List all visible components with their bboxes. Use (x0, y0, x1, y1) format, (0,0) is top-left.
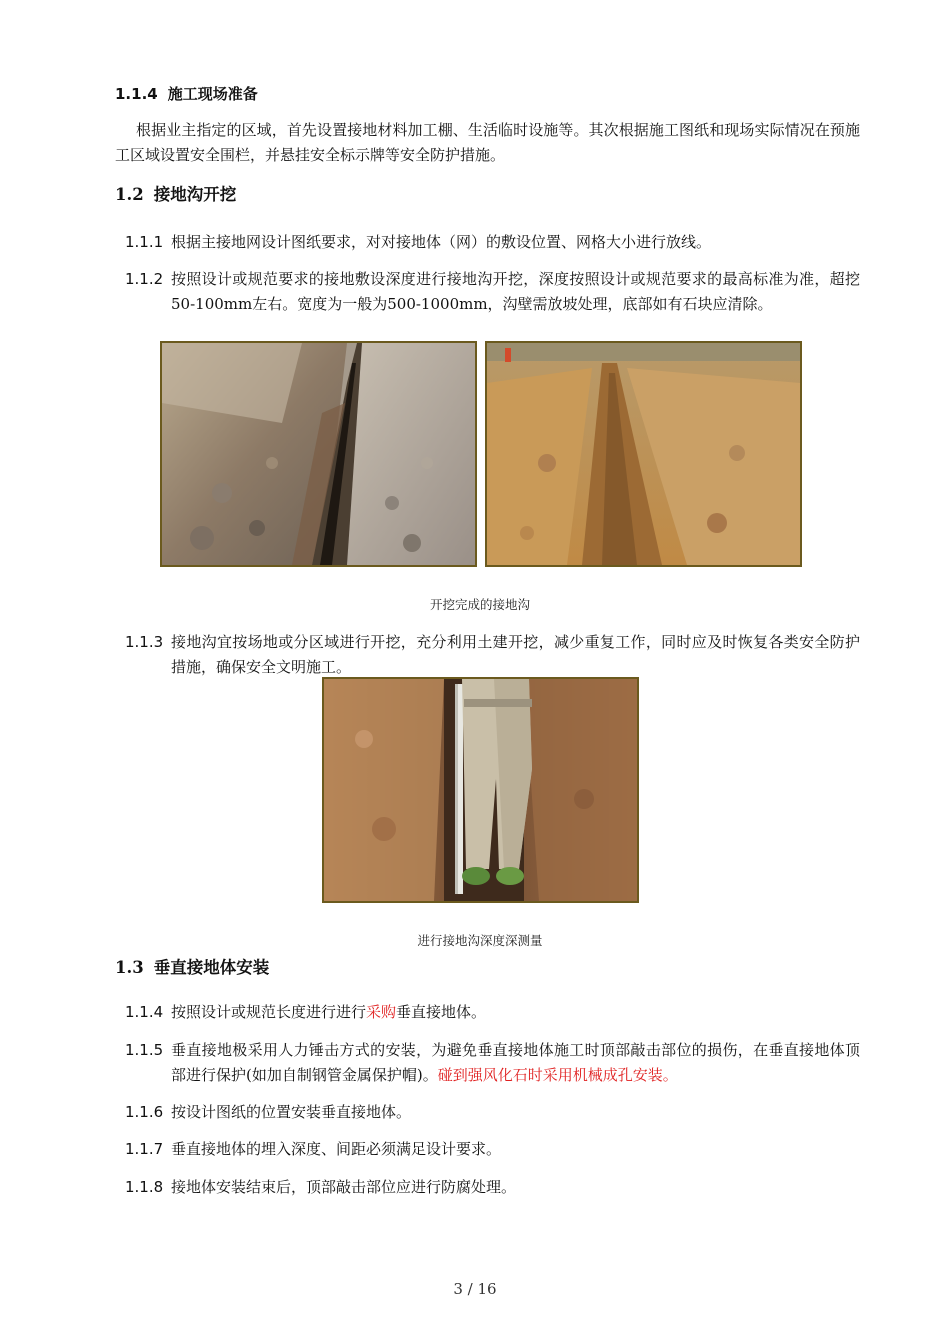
figure-caption: 进行接地沟深度深测量 (417, 933, 543, 948)
item-number: 1.1.2 (125, 270, 164, 288)
item-text (171, 1000, 860, 1025)
section-heading-1-1-4 (115, 83, 258, 104)
text-segment: 垂直接地极采用人力锤击方式的安装，为避免垂直接地体施工时顶部敲击部位的损伤，在垂直接地体顶部进行保护(如加自制钢管金属保护帽)。 (171, 1041, 860, 1084)
item-number: 1.1.6 (125, 1103, 164, 1121)
list-item (125, 230, 860, 255)
trench-photo-left (160, 341, 477, 567)
trench-photo-right (485, 341, 802, 567)
section-number: 1.2 (115, 185, 144, 204)
section-number: 1.1.4 (115, 85, 158, 103)
list-item (125, 267, 860, 317)
item-text: 垂直接地体的埋入深度、间距必须满足设计要求。 (171, 1140, 502, 1158)
item-number: 1.1.7 (125, 1140, 164, 1158)
text-segment: 垂直接地体。 (396, 1003, 487, 1021)
text-segment: 按照设计或规范长度进行进行 (171, 1003, 367, 1021)
section-number: 1.3 (115, 958, 144, 977)
list-item (125, 1100, 860, 1125)
section-title: 垂直接地体安装 (153, 958, 270, 977)
item-text: 根据主接地网设计图纸要求，对对接地体（网）的敷设位置、网格大小进行放线。 (171, 233, 712, 251)
section-heading-1-2 (115, 181, 236, 205)
figure-caption: 开挖完成的接地沟 (429, 597, 530, 612)
item-text: 按照设计或规范要求的接地敷设深度进行接地沟开挖，深度按照设计或规范要求的最高标准为准，超挖50-100mm左右。宽度为一般为500-1000mm，沟壁需放坡处理，底部如有石块应清除。 (171, 270, 860, 313)
item-number: 1.1.3 (125, 633, 164, 651)
list-item (125, 630, 860, 680)
item-number: 1.1.1 (125, 233, 164, 251)
item-text: 接地体安装结束后，顶部敲击部位应进行防腐处理。 (171, 1178, 517, 1196)
list-item (125, 1038, 860, 1088)
list-item (125, 1175, 860, 1200)
item-number: 1.1.8 (125, 1178, 164, 1196)
depth-measurement-photo (322, 677, 639, 903)
section-heading-1-3 (115, 954, 269, 978)
item-text (171, 1038, 860, 1088)
list-item (125, 1137, 860, 1162)
item-number: 1.1.4 (125, 1003, 164, 1021)
section-title: 接地沟开挖 (153, 185, 237, 204)
list-item (125, 1000, 860, 1025)
section-title: 施工现场准备 (167, 85, 258, 103)
highlighted-text: 碰到强风化石时采用机械成孔安装。 (437, 1066, 678, 1084)
item-text: 接地沟宜按场地或分区域进行开挖，充分利用土建开挖，减少重复工作，同时应及时恢复各类安全防护措施，确保安全文明施工。 (171, 633, 860, 676)
item-text: 按设计图纸的位置安装垂直接地体。 (171, 1103, 412, 1121)
highlighted-text: 采购 (366, 1003, 397, 1021)
item-number: 1.1.5 (125, 1041, 164, 1059)
page-number: 3 / 16 (453, 1280, 497, 1298)
intro-paragraph: 根据业主指定的区域，首先设置接地材料加工棚、生活临时设施等。其次根据施工图纸和现场实际情况在预施工区域设置安全围栏，并悬挂安全标示牌等安全防护措施。 (115, 121, 860, 164)
